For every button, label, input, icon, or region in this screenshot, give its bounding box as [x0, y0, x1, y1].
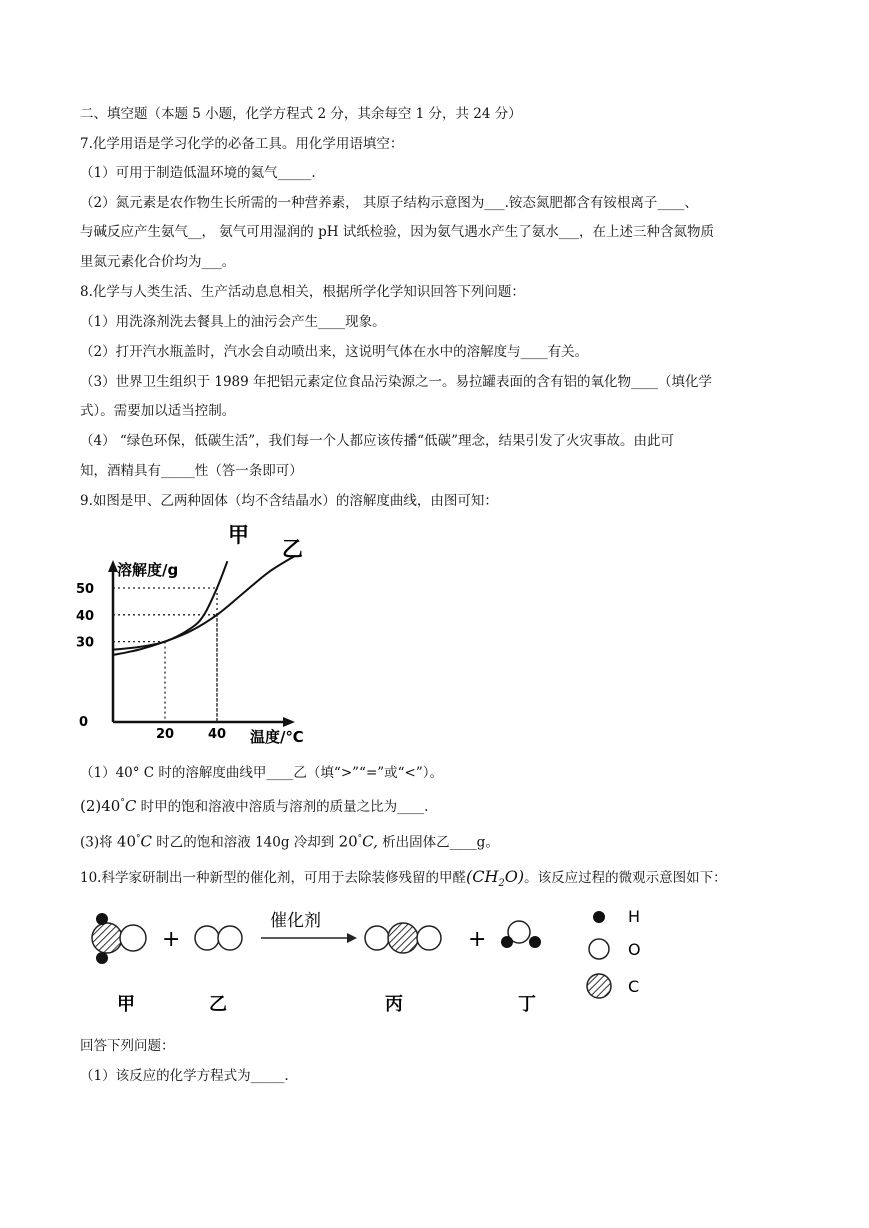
formula-start: (CH: [465, 867, 499, 886]
x-tick-label: 40: [208, 727, 227, 742]
series-label-jia: 甲: [228, 523, 249, 547]
solubility-chart: [76, 520, 330, 750]
question-8-part-4-line-1: （4） “绿色环保，低碳生活”，我们每一个人都应该传播“低碳”理念，结果引发了火灾事故。由此可: [80, 433, 674, 449]
plus-sign: +: [162, 927, 181, 952]
q9-p3-e: 20: [338, 832, 358, 851]
label-ding: 丁: [518, 994, 536, 1015]
label-bing: 丙: [385, 994, 403, 1015]
y-tick-label: 40: [76, 608, 95, 624]
question-7-part-1: （1）可用于制造低温环境的氦气_____.: [80, 165, 316, 181]
question-9-stem: 9.如图是甲、乙两种固体（均不含结晶水）的溶解度曲线，由图可知：: [80, 493, 498, 509]
question-9-part-3: [80, 829, 499, 853]
series-label-yi: 乙: [282, 537, 303, 561]
plus-sign: +: [468, 927, 487, 952]
question-8-part-2: （2）打开汽水瓶盖时，汽水会自动喷出来，这说明气体在水中的溶解度与____有关。: [80, 344, 589, 360]
q9-p2-rest: 时甲的饱和溶液中溶质与溶剂的质量之比为____.: [136, 799, 429, 815]
q9-p3-b: 40: [116, 832, 137, 851]
reaction-arrow: [261, 933, 357, 943]
molecule-jia: [92, 913, 146, 964]
formula-end: O): [504, 867, 525, 886]
celsius-c: C,: [362, 832, 378, 851]
question-7-part-2-line-2: 与碱反应产生氨气__， 氨气可用湿润的 pH 试纸检验，因为氨气遇水产生了氨水___，在上述三种含氮物质: [80, 224, 715, 240]
question-8-part-1: （1）用洗涤剂洗去餐具上的油污会产生____现象。: [80, 314, 386, 330]
q9-p3-g: 析出固体乙____g。: [377, 834, 499, 851]
x-axis-label: 温度/℃: [250, 728, 304, 746]
label-yi: 乙: [209, 994, 227, 1015]
celsius-c: C: [124, 797, 137, 815]
reaction-diagram: [85, 900, 665, 1020]
q9-p3-d: 时乙的饱和溶液 140g 冷却到: [152, 834, 339, 851]
q9-p3-a: (3)将: [80, 834, 117, 851]
molecule-bing: [365, 923, 441, 953]
question-10-stem: [80, 867, 727, 894]
degree-sign: °: [357, 834, 363, 844]
degree-sign: °: [120, 798, 125, 808]
celsius-c: C: [140, 832, 152, 851]
legend-o: O: [628, 940, 641, 959]
question-7-part-2-line-1: （2）氮元素是农作物生长所需的一种营养素， 其原子结构示意图为___.铵态氮肥都含有铵根离子____、: [80, 195, 698, 211]
y-tick-label: 50: [76, 582, 95, 597]
y-axis-label: 溶解度/g: [117, 561, 179, 579]
molecule-yi: [195, 926, 242, 950]
answer-prompt: 回答下列问题：: [80, 1038, 175, 1054]
question-7-part-2-line-3: 里氮元素化合价均为___。: [80, 254, 236, 270]
y-tick-label: 0: [79, 715, 89, 730]
x-tick-label: 20: [156, 727, 175, 742]
label-jia: 甲: [117, 994, 135, 1015]
question-9-part-1: （1）40° C 时的溶解度曲线甲____乙（填“>”“=”或“<”）。: [80, 765, 444, 781]
y-tick-label: 30: [76, 635, 95, 651]
question-9-part-2: [80, 793, 428, 817]
formaldehyde-formula: [465, 867, 525, 890]
molecule-ding: [501, 921, 541, 948]
question-8-part-4-line-2: 知，酒精具有_____性（答一条即可）: [80, 463, 303, 479]
degree-sign: °: [136, 834, 141, 844]
question-7-stem: 7.化学用语是学习化学的必备工具。用化学用语填空：: [80, 136, 404, 152]
section-heading: 二、填空题（本题 5 小题，化学方程式 2 分，其余每空 1 分，共 24 分）: [80, 106, 522, 122]
question-8-stem: 8.化学与人类生活、生产活动息息相关，根据所学化学知识回答下列问题：: [80, 284, 525, 300]
question-10-part-1: （1）该反应的化学方程式为_____.: [80, 1068, 289, 1084]
q10-stem-a: 10.科学家研制出一种新型的催化剂，可用于去除装修残留的甲醛: [80, 870, 466, 886]
question-8-part-3-line-2: 式）。需要加以适当控制。: [80, 403, 236, 419]
q10-stem-b: 。该反应过程的微观示意图如下：: [524, 870, 727, 886]
legend: [587, 911, 611, 998]
formula-subscript: 2: [498, 878, 505, 890]
x-axis-arrow: [283, 717, 295, 727]
q9-p2-prefix: (2)40: [80, 797, 121, 815]
question-8-part-3-line-1: （3）世界卫生组织于 1989 年把铝元素定位食品污染源之一。易拉罐表面的含有铝的氧化物____（填化学: [80, 374, 713, 390]
legend-h: H: [628, 907, 641, 926]
legend-c: C: [628, 977, 640, 996]
catalyst-label: 催化剂: [270, 911, 321, 931]
